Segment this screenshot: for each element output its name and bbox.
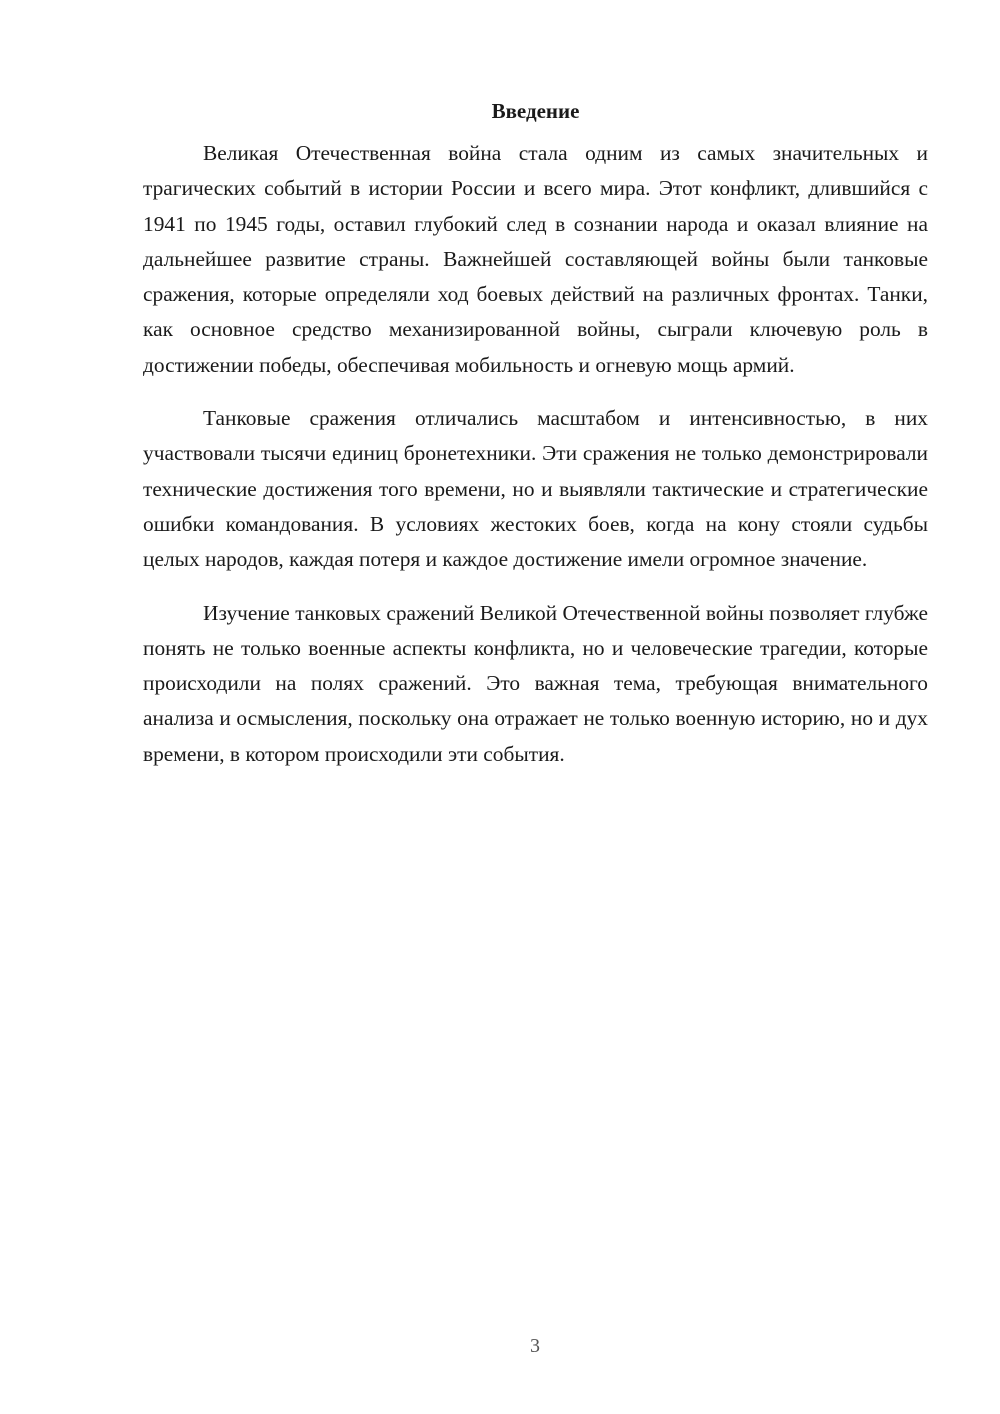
- section-heading: Введение: [491, 99, 580, 123]
- paragraph-tank-battles: Танковые сражения отличались масштабом и интенсивностью, в них участвовали тысячи единиц бронетехники. Эти сражения не только демонстрировали технические достижения того времени, но и выявляли тактические и стратегические ошибки командования. В условиях жестоких боев, когда на кону стояли судьбы целых народов, каждая потеря и каждое достижение имели огромное значение.: [143, 406, 928, 572]
- page-content: [143, 96, 928, 790]
- page-number: 3: [530, 1335, 540, 1357]
- paragraph-study: Изучение танковых сражений Великой Отечественной войны позволяет глубже понять не только военные аспекты конфликта, но и человеческие трагедии, которые происходили на полях сражений. Это важная тема, требующая внимательного анализа и осмысления, поскольку она отражает не только военную историю, но и дух времени, в котором происходили эти события.: [143, 600, 928, 766]
- paragraph-intro: Великая Отечественная война стала одним из самых значительных и трагических событий в истории России и всего мира. Этот конфликт, длившийся с 1941 по 1945 годы, оставил глубокий след в сознании народа и оказал влияние на дальнейшее развитие страны. Важнейшей составляющей войны были танковые сражения, которые определяли ход боевых действий на различных фронтах. Танки, как основное средство механизированной войны, сыграли ключевую роль в достижении победы, обеспечивая мобильность и огневую мощь армий.: [143, 141, 928, 377]
